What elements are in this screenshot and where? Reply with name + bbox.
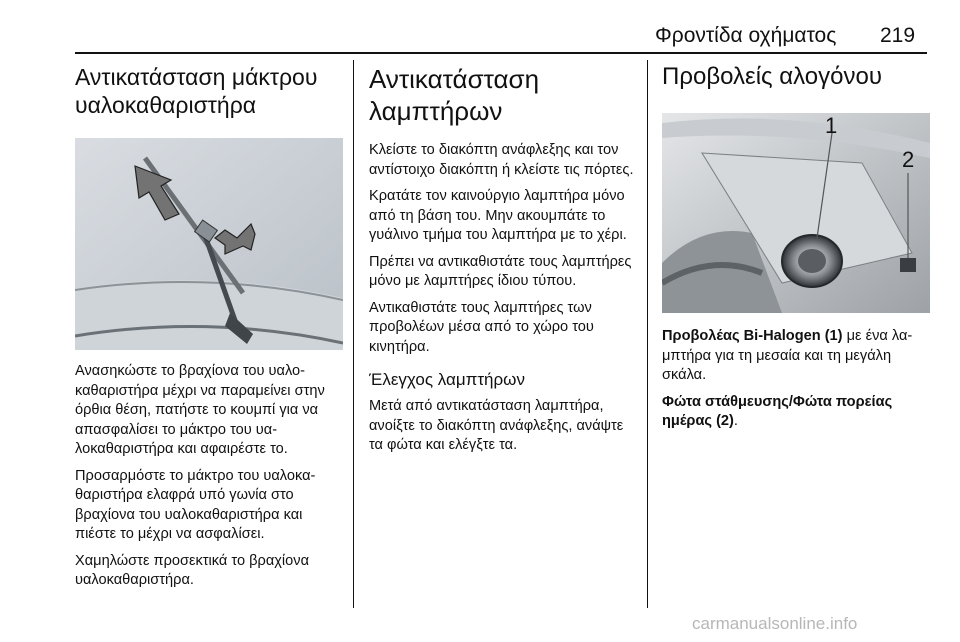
column-bulb-replacement [369, 63, 637, 463]
wiper-step-1: Ανασηκώστε το βραχίονα του υαλοκαθαριστήρα μέχρι να παραμείνει στην όρθια θέση, πατήστε το κουμπί για να απασφαλίσει το μάκτρο του υαλοκαθαριστήρα και αφαιρέστε το. [75, 363, 325, 457]
page-number: 219 [880, 24, 916, 47]
column-divider-2 [647, 60, 648, 608]
header-rule [75, 52, 927, 54]
halogen-item-1-label: Προβολέας Bi-Halogen (1) [662, 328, 843, 344]
running-header-title: Φροντίδα οχήματος [655, 24, 837, 47]
wiper-blade-illustration [75, 138, 343, 350]
halogen-item-1-text: με ένα λαμπτήρα για τη μεσαία και τη μεγάλη σκάλα. [662, 328, 913, 383]
bulb-paragraph-2: Κρατάτε τον καινούργιο λαμπτήρα μόνο από τη βάση του. Μην ακουμπάτε το γυάλινο τμήμα του λαμπτήρα με το χέρι. [369, 188, 627, 243]
bulb-replacement-heading: Αντικατάσταση λαμπτήρων [369, 64, 540, 126]
bulb-paragraph-4: Αντικαθιστάτε τους λαμπτήρες των προβολέων μέσα από το χώρο του κινητήρα. [369, 299, 594, 355]
bulb-paragraph-3: Πρέπει να αντικαθιστάτε τους λαμπτήρες μόνο με λαμπτήρες ίδιου τύπου. [369, 253, 632, 289]
column-wiper-blade [75, 63, 343, 598]
column-divider-1 [353, 60, 354, 608]
wiper-step-3: Χαμηλώστε προσεκτικά το βραχίονα υαλοκαθαριστήρα. [75, 552, 310, 588]
callout-1: 1 [825, 113, 838, 138]
headlight-illustration [662, 113, 930, 313]
column-halogen-headlights [662, 63, 930, 439]
bulb-check-subheading: Έλεγχος λαμπτήρων [369, 370, 525, 389]
halogen-item-2-label: Φώτα στάθμευσης/Φώτα πορείας ημέρας (2) [662, 393, 893, 429]
watermark-logo: carmanualsonline.info [692, 614, 858, 633]
halogen-item-2-text: . [733, 413, 738, 429]
callout-2: 2 [902, 147, 915, 172]
bulb-check-paragraph: Μετά από αντικατάσταση λαμπτήρα, ανοίξτε το διακόπτη ανάφλεξης, ανάψτε τα φώτα και ελέγξτε τα. [369, 398, 624, 453]
wiper-step-2: Προσαρμόστε το μάκτρο του υαλοκαθαριστήρα ελαφρά υπό γωνία στο βραχίονα του υαλοκαθαριστήρα και πιέστε το μέχρι να ασφαλίσει. [75, 467, 316, 542]
halogen-headlights-heading: Προβολείς αλογόνου [662, 63, 882, 90]
halogen-item-1 [662, 327, 930, 386]
halogen-item-2 [662, 393, 930, 432]
bulb-paragraph-1: Κλείστε το διακόπτη ανάφλεξης και τον αντίστοιχο διακόπτη ή κλείστε τις πόρτες. [369, 142, 634, 178]
wiper-blade-heading: Αντικατάσταση μάκτρου υαλοκαθαριστήρα [75, 64, 318, 118]
